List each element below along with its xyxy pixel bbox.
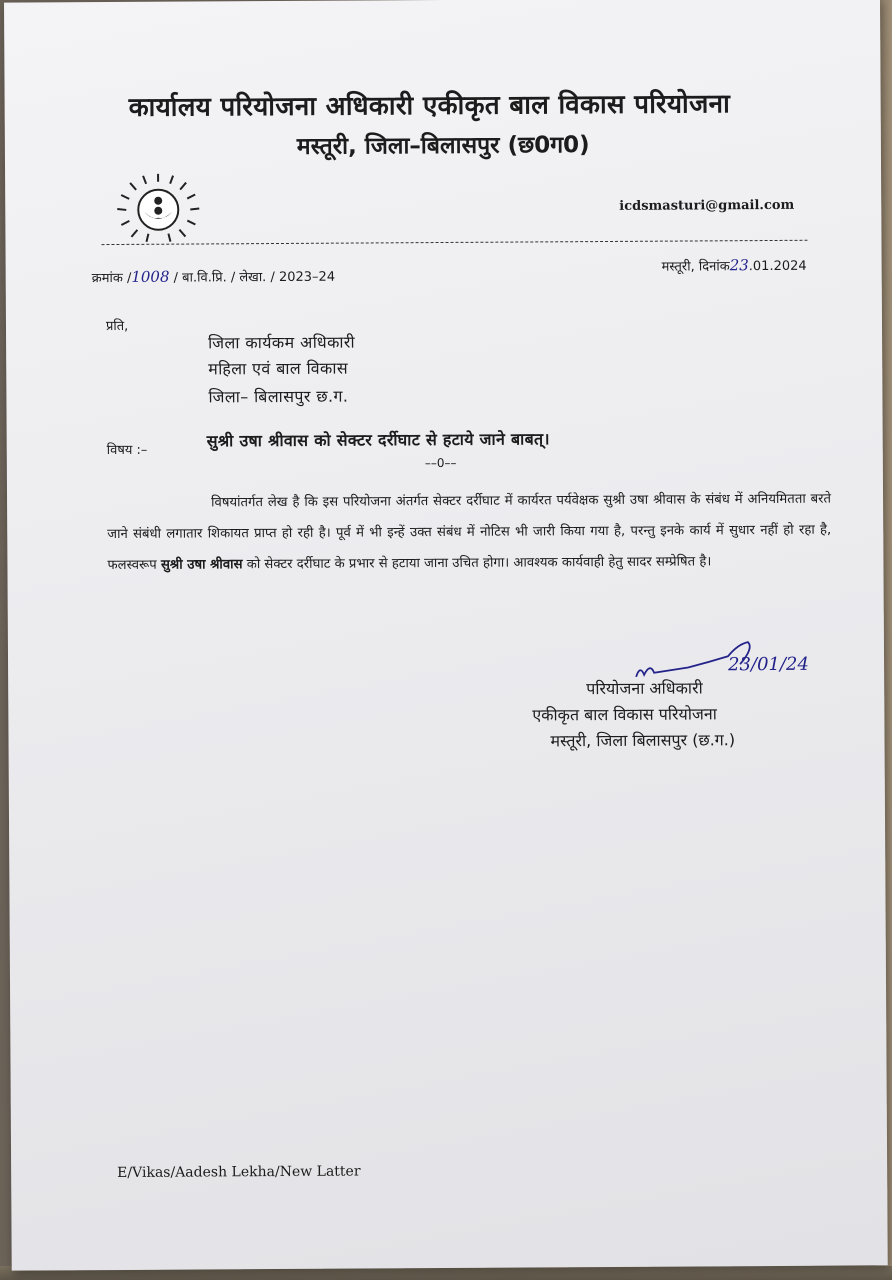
subject-separator: ––0––: [424, 455, 457, 471]
signature-date: 23/01/24: [728, 653, 809, 676]
letter-paper: [4, 0, 888, 1271]
office-title-line2: मस्तूरी, जिला–बिलासपुर (छ0ग0): [296, 132, 590, 160]
letter-body: [107, 484, 832, 581]
office-email: icdsmasturi@gmail.com: [619, 197, 795, 214]
recipient-line1: जिला कार्यकम अधिकारी: [208, 332, 356, 353]
body-part2: को सेक्टर दर्रीघाट के प्रभार से हटाया जाना उचित होगा। आवश्यक कार्यवाही हेतु सादर सम्प्रेषित है।: [242, 554, 712, 573]
signatory-office: एकीकृत बाल विकास परियोजना: [532, 704, 717, 725]
date-prefix: मस्तूरी, दिनांक: [661, 259, 730, 275]
date-day: 23: [729, 256, 749, 275]
subject-text: सुश्री उषा श्रीवास को सेक्टर दर्रीघाट से हटाये जाने बाबत्।: [206, 429, 550, 451]
reference-number: 1008: [131, 267, 170, 286]
file-path-footer: E/Vikas/Aadesh Lekha/New Latter: [117, 1163, 361, 1182]
recipient-prati: प्रति,: [105, 318, 129, 335]
signatory-location: मस्तूरी, जिला बिलासपुर (छ.ग.): [550, 730, 736, 751]
subject-label: विषय :–: [106, 442, 148, 459]
icds-logo-icon: [113, 173, 203, 244]
header-divider: [101, 240, 807, 245]
reference-line: [92, 267, 335, 286]
office-title-line1: कार्यालय परियोजना अधिकारी एकीकृत बाल विकास परियोजना: [128, 89, 731, 123]
recipient-line3: जिला– बिलासपुर छ.ग.: [208, 386, 349, 407]
date-line: [662, 256, 807, 275]
date-rest: .01.2024: [748, 258, 807, 275]
recipient-line2: महिला एवं बाल विकास: [208, 358, 349, 379]
signatory-title: परियोजना अधिकारी: [586, 678, 703, 699]
body-part1: विषयांतर्गत लेख है कि इस परियोजना अंतर्गत सेक्टर दर्रीघाट में कार्यरत पर्यवेक्षक सुश्री उषा श्रीवास के संबंध में अनियमितता बरते जाने संबंधी लगातार शिकायत प्राप्त हो रही है। पूर्व में भी इन्हें उक्त संबंध में नोटिस भी जारी किया गया है, परन्तु इनके कार्य में सुधार नहीं हो रहा है, फलस्वरूप: [107, 491, 832, 574]
reference-prefix: क्रमांक /: [91, 270, 132, 287]
reference-suffix: / बा.वि.प्रि. / लेखा. / 2023–24: [173, 269, 336, 286]
body-bold-name: सुश्री उषा श्रीवास: [160, 557, 243, 573]
